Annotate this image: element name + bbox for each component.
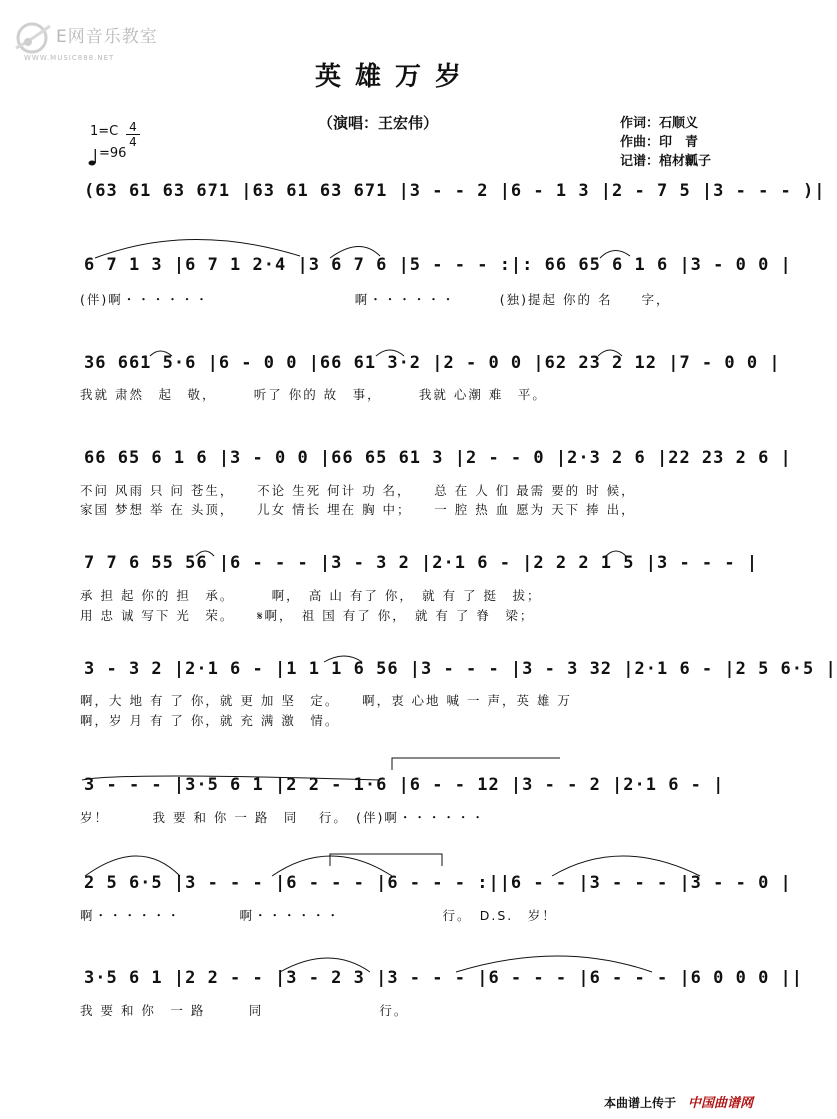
lyrics-line: 家国 梦想 举 在 头顶， 儿女 情长 埋在 胸 中； 一 腔 热 血 愿为 天下 捧 出， — [80, 502, 636, 517]
time-signature-bottom: 4 — [126, 134, 140, 149]
tempo-marking: =96 — [99, 146, 127, 161]
lyrics-line: 岁！ 我 要 和 你 一 路 同 行。 (伴)啊・・・・・・ — [80, 810, 486, 825]
key-signature: 1=C — [90, 124, 119, 139]
upload-notice: 本曲谱上传于 — [604, 1096, 677, 1110]
score-system-9: 3·5 6 1 |2 2 - - |3 - 2 3 |3 - - - |6 - - - |6 - - - |6 0 0 0 || — [84, 968, 804, 988]
score-system-3: 36 661 5·6 |6 - 0 0 |66 61 3·2 |2 - 0 0 |62 23 2 12 |7 - 0 0 | — [84, 353, 781, 373]
score-system-1: (63 61 63 671 |63 61 63 671 |3 - - 2 |6 - 1 3 |2 - 7 5 |3 - - - )| — [84, 181, 826, 201]
lyrics-line: 承 担 起 你的 担 承。 啊， 高 山 有了 你， 就 有 了 挺 拔； — [80, 588, 542, 603]
score-system-8: 2 5 6·5 |3 - - - |6 - - - |6 - - - :||6 - - |3 - - - |3 - - 0 | — [84, 873, 792, 893]
score-system-4: 66 65 6 1 6 |3 - 0 0 |66 65 61 3 |2 - - 0 |2·3 2 6 |22 23 2 6 | — [84, 448, 792, 468]
quarter-note-icon — [88, 148, 98, 166]
lyrics-line: 啊，岁 月 有 了 你，就 充 满 激 情。 — [80, 713, 340, 728]
site-name: E网音乐教室 — [56, 27, 158, 47]
lyrics-line: 我 要 和 你 一 路 同 行。 — [80, 1003, 409, 1018]
score-system-2: 6 7 1 3 |6 7 1 2·4 |3 6 7 6 |5 - - - :|: 66 65 6 1 6 |3 - 0 0 | — [84, 255, 792, 275]
volta-bracket — [392, 758, 560, 770]
music-note-logo-icon — [10, 18, 56, 58]
score-system-6: 3 - 3 2 |2·1 6 - |1 1 1 6 56 |3 - - - |3 - 3 32 |2·1 6 - |2 5 6·5 | — [84, 659, 837, 679]
lyricist-credit: 作词：石顺义 — [620, 116, 699, 131]
performer: （演唱：王宏伟） — [318, 114, 439, 132]
lyrics-line: (伴)啊・・・・・・ 啊・・・・・・ (独)提起 你的 名 字， — [80, 292, 671, 307]
time-signature — [126, 120, 140, 149]
transcriber-credit: 记谱：棺材瓤子 — [620, 154, 712, 169]
score-system-5: 7 7 6 55 56 |6 - - - |3 - 3 2 |2·1 6 - |2 2 2 1 5 |3 - - - | — [84, 553, 759, 573]
lyrics-line: 用 忠 诚 写下 光 荣。 𝄋啊， 祖 国 有了 你， 就 有 了 脊 梁； — [80, 608, 535, 623]
lyrics-line: 不问 风雨 只 问 苍生， 不论 生死 何计 功 名， 总 在 人 们 最需 要的 时 候， — [80, 483, 636, 498]
lyrics-line: 我就 肃然 起 敬， 听了 你的 故 事， 我就 心潮 难 平。 — [80, 387, 547, 402]
footer-site-logo: 中国曲谱网 — [688, 1096, 754, 1111]
song-title: 英雄万岁 — [314, 62, 475, 92]
lyrics-line: 啊・・・・・・ 啊・・・・・・ 行。 D.S. 岁！ — [80, 908, 557, 923]
score-system-7: 3 - - - |3·5 6 1 |2 2 - 1·6 |6 - - 12 |3 - - 2 |2·1 6 - | — [84, 775, 725, 795]
volta-bracket — [330, 854, 442, 866]
composer-credit: 作曲：印 青 — [620, 135, 699, 150]
lyrics-line: 啊，大 地 有 了 你，就 更 加 坚 定。 啊，衷 心地 喊 一 声，英 雄 万 — [80, 693, 572, 708]
time-signature-top: 4 — [129, 120, 137, 134]
site-url: WWW.MUSIC888.NET — [24, 54, 115, 62]
